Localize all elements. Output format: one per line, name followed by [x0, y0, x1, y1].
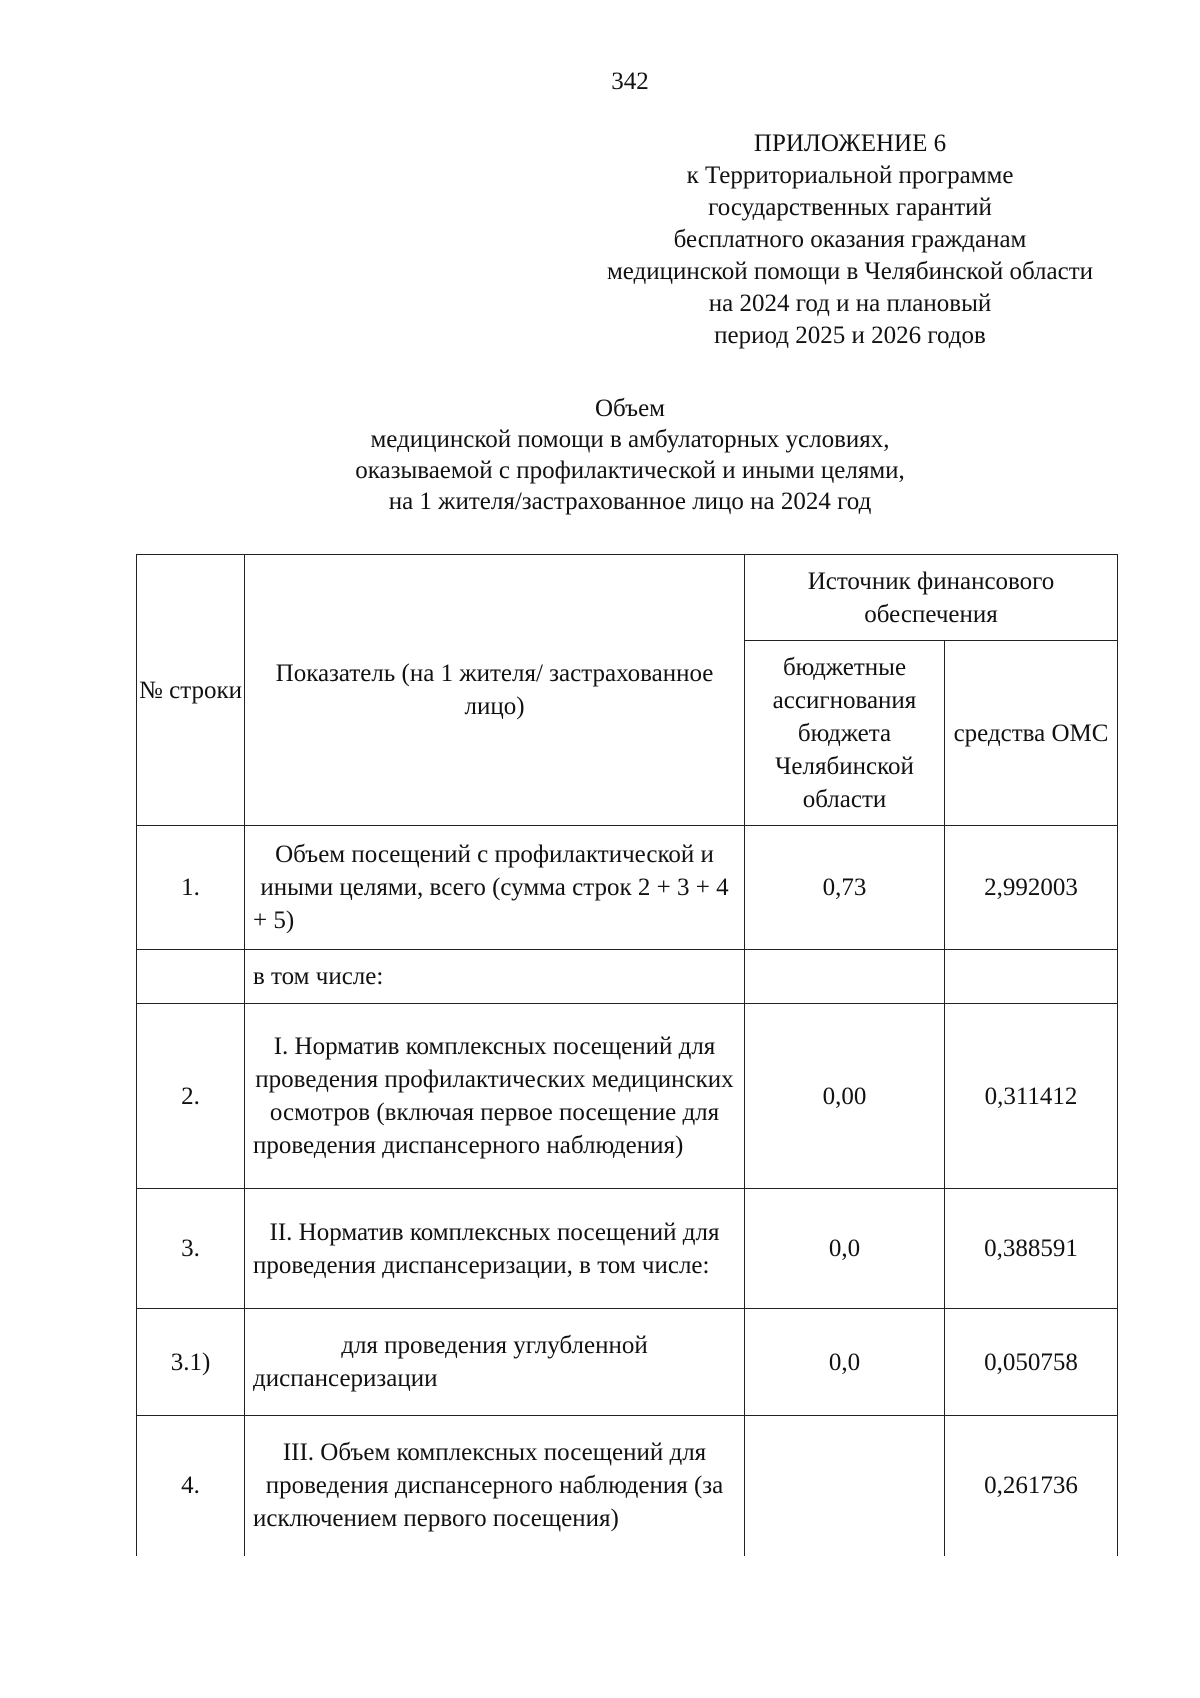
- row-oms-value: 0,388591: [945, 1189, 1118, 1309]
- row-indicator: I. Норматив комплексных посещений для проведения профилактических медицинских осмотров (включая первое посещение для проведения диспансерного наблюдения): [245, 1004, 745, 1189]
- row-indicator: в том числе:: [245, 950, 745, 1004]
- row-number: 2.: [137, 1004, 245, 1189]
- table-row: [137, 826, 1118, 950]
- row-oms-value: [945, 950, 1118, 1004]
- header-indicator: Показатель (на 1 жителя/ застрахованное лицо): [245, 555, 745, 826]
- header-oms: средства ОМС: [945, 641, 1118, 826]
- table-row: [137, 1189, 1118, 1309]
- header-funding-source: Источник финансового обеспечения: [745, 555, 1118, 641]
- row-indicator: Объем посещений с профилактической и иными целями, всего (сумма строк 2 + 3 + 4 + 5): [245, 826, 745, 950]
- appendix-line: государственных гарантий: [708, 194, 992, 221]
- row-number: 3.: [137, 1189, 245, 1309]
- appendix-line: к Территориальной программе: [686, 162, 1014, 189]
- page-number: 342: [611, 68, 649, 95]
- row-budget-value: [745, 1416, 945, 1556]
- appendix-line: на 2024 год и на плановый: [708, 290, 992, 317]
- row-indicator: II. Норматив комплексных посещений для проведения диспансеризации, в том числе:: [245, 1189, 745, 1309]
- header-budget: бюджетные ассигнования бюджета Челябинской области: [745, 641, 945, 826]
- row-budget-value: 0,0: [745, 1309, 945, 1416]
- header-row-number: № строки: [137, 555, 245, 826]
- row-oms-value: 0,311412: [945, 1004, 1118, 1189]
- appendix-line: бесплатного оказания гражданам: [673, 226, 1027, 253]
- row-budget-value: 0,00: [745, 1004, 945, 1189]
- row-oms-value: 2,992003: [945, 826, 1118, 950]
- row-number: [137, 950, 245, 1004]
- row-indicator: для проведения углубленной диспансеризации: [245, 1309, 745, 1416]
- row-budget-value: 0,0: [745, 1189, 945, 1309]
- volume-table: [136, 554, 1118, 1556]
- document-title-line: на 1 жителя/застрахованное лицо на 2024 год: [388, 488, 872, 515]
- document-title-line: Объем: [595, 395, 665, 422]
- row-indicator: III. Объем комплексных посещений для проведения диспансерного наблюдения (за исключением первого посещения): [245, 1416, 745, 1556]
- row-number: 4.: [137, 1416, 245, 1556]
- row-budget-value: [745, 950, 945, 1004]
- appendix-line: период 2025 и 2026 годов: [714, 322, 986, 349]
- row-oms-value: 0,050758: [945, 1309, 1118, 1416]
- appendix-header: [560, 128, 1140, 352]
- row-number: 1.: [137, 826, 245, 950]
- table-row: [137, 1004, 1118, 1189]
- document-title-line: оказываемой с профилактической и иными целями,: [355, 457, 905, 484]
- appendix-title: ПРИЛОЖЕНИЕ 6: [753, 130, 947, 157]
- document-title: [150, 393, 1110, 517]
- appendix-line: медицинской помощи в Челябинской области: [606, 258, 1094, 285]
- table-row: [137, 950, 1118, 1004]
- row-oms-value: 0,261736: [945, 1416, 1118, 1556]
- row-number: 3.1): [137, 1309, 245, 1416]
- document-title-line: медицинской помощи в амбулаторных условиях,: [370, 426, 890, 453]
- table-row: [137, 1309, 1118, 1416]
- row-budget-value: 0,73: [745, 826, 945, 950]
- table-row: [137, 1416, 1118, 1556]
